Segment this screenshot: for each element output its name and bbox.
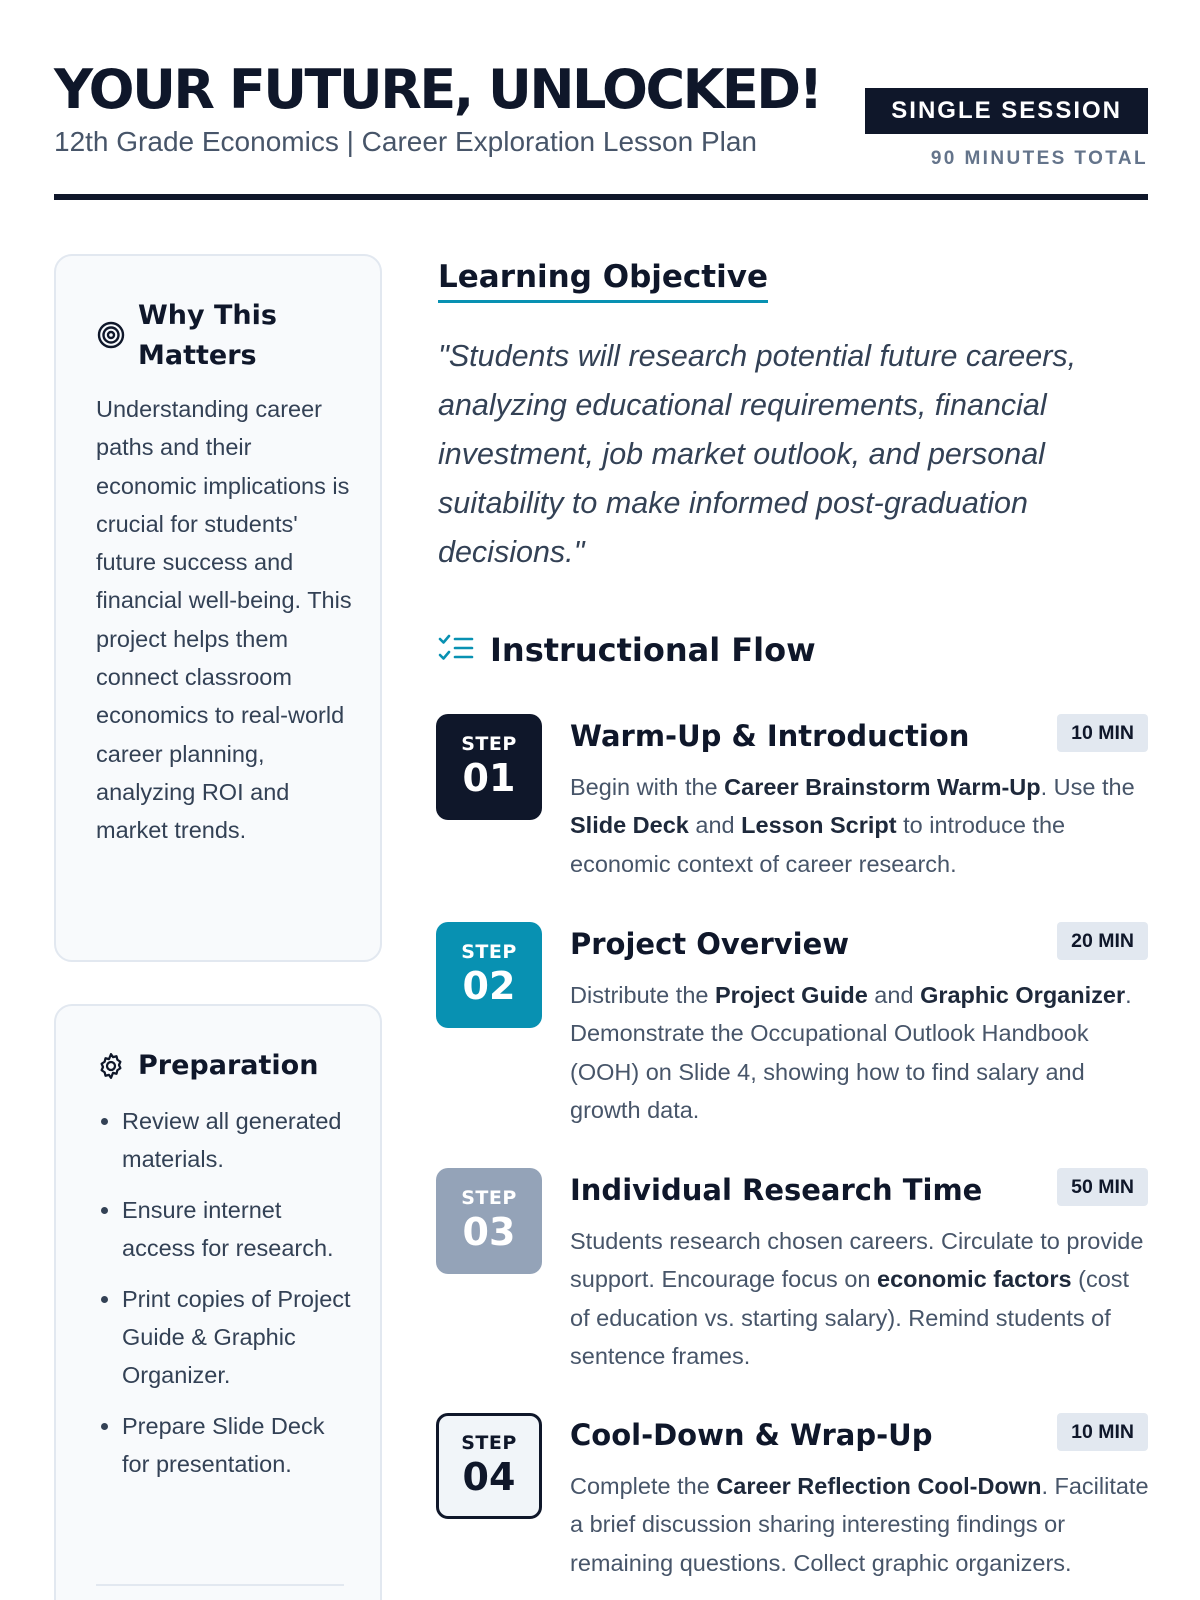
preparation-card-title: Preparation (138, 1050, 319, 1081)
page-subtitle: 12th Grade Economics | Career Exploration Lesson Plan (54, 126, 757, 157)
total-duration: 90 MINUTES TOTAL (930, 148, 1148, 169)
step-label: STEP (461, 1187, 517, 1209)
step-description: Distribute the Project Guide and Graphic Organizer. Demonstrate the Occupational Outlook Handbook (OOH) on Slide 4, showing how to find salary and growth data. (570, 982, 1132, 1123)
why-card-header (96, 296, 308, 376)
step-description: Begin with the Career Brainstorm Warm-Up. Use the Slide Deck and Lesson Script to introduce the economic context of career research. (570, 774, 1135, 877)
emphasis-text: Project Guide (714, 982, 868, 1008)
preparation-divider (96, 1584, 344, 1586)
emphasis-text: Career Brainstorm Warm-Up (724, 774, 1041, 800)
step-label: STEP (461, 733, 517, 755)
preparation-item: • Prepare Slide Deck for presentation. (122, 1407, 352, 1484)
emphasis-text: economic factors (877, 1266, 1072, 1293)
emphasis-text: Lesson Script (741, 812, 897, 839)
preparation-list (122, 1102, 352, 1496)
preparation-card-header (96, 1046, 318, 1086)
preparation-item: • Review all generated materials. (122, 1102, 352, 1179)
step-badge (436, 1168, 542, 1274)
gear-icon (96, 1051, 126, 1081)
step-duration-badge: 20 MIN (1057, 922, 1148, 960)
why-card-title: Why This Matters (138, 300, 277, 371)
emphasis-text: Slide Deck (570, 812, 689, 839)
step-label: STEP (461, 1432, 517, 1454)
why-this-matters-card (54, 254, 382, 962)
step-duration-badge: 10 MIN (1057, 714, 1148, 752)
learning-objective-title: Learning Objective (438, 256, 768, 303)
preparation-card (54, 1004, 382, 1600)
why-card-text: Understanding career paths and their economic implications is crucial for students' future success and financial well-being. This project helps them connect classroom economics to real-world career planning, analyzing ROI and market trends. (96, 396, 352, 844)
step-duration-badge: 50 MIN (1057, 1168, 1148, 1206)
step-badge (436, 922, 542, 1028)
step-number: 03 (462, 1210, 516, 1254)
step-duration-badge: 10 MIN (1057, 1413, 1148, 1451)
emphasis-text: Career Reflection Cool-Down (716, 1473, 1042, 1499)
header-divider (54, 194, 1148, 200)
page-title: YOUR FUTURE, UNLOCKED! (54, 58, 821, 121)
page-header (54, 52, 1148, 202)
step-card (436, 1413, 1148, 1600)
step-card (436, 1168, 1148, 1378)
instructional-flow-header (438, 628, 816, 672)
preparation-item: • Ensure internet access for research. (122, 1191, 352, 1268)
step-title: Cool-Down & Wrap-Up (570, 1418, 933, 1452)
emphasis-text: Graphic Organizer (920, 982, 1126, 1008)
session-badge: SINGLE SESSION (865, 88, 1148, 134)
step-description: Complete the Career Reflection Cool-Down. Facilitate a brief discussion sharing interesting findings or remaining questions. Collect graphic organizers. (570, 1473, 1149, 1576)
step-title: Individual Research Time (570, 1173, 983, 1207)
step-badge (436, 1413, 542, 1519)
preparation-item: • Print copies of Project Guide & Graphic Organizer. (122, 1280, 352, 1395)
step-badge (436, 714, 542, 820)
step-title: Project Overview (570, 927, 850, 961)
step-card (436, 714, 1148, 884)
step-description: Students research chosen careers. Circulate to provide support. Encourage focus on economic factors (cost of education vs. starting salary). Remind students of sentence frames. (570, 1228, 1144, 1369)
step-title: Warm-Up & Introduction (570, 719, 970, 753)
step-number: 01 (462, 756, 516, 800)
step-number: 02 (462, 964, 516, 1008)
checklist-icon (438, 633, 474, 667)
target-icon (96, 320, 126, 350)
step-label: STEP (461, 941, 517, 963)
step-number: 04 (462, 1455, 516, 1499)
step-card (436, 922, 1148, 1132)
learning-objective-text: "Students will research potential future careers, analyzing educational requirements, financial investment, job market outlook, and personal suitability to make informed post-graduation decisions." (438, 339, 1077, 569)
instructional-flow-title: Instructional Flow (490, 631, 816, 669)
